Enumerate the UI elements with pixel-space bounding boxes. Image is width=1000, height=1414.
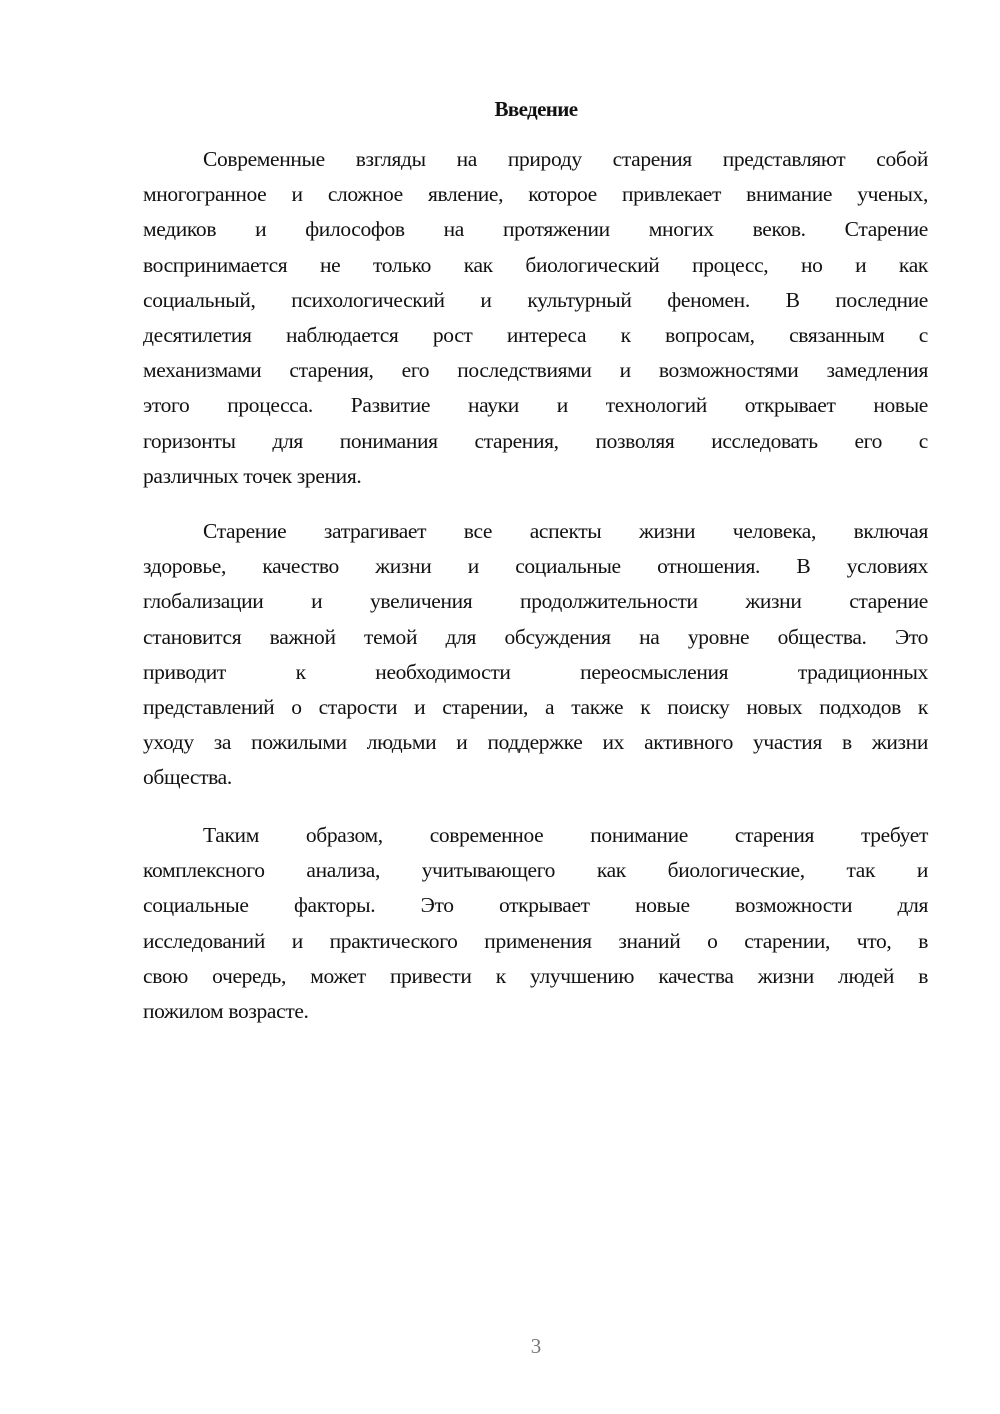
section-title: Введение — [494, 97, 578, 121]
text-line: представлений о старости и старении, а также к поиску новых подходов к — [143, 694, 928, 719]
text-line: становится важной темой для обсуждения на уровне общества. Это — [143, 624, 928, 649]
text-line: социальный, психологический и культурный феномен. В последние — [143, 287, 928, 312]
text-line: этого процесса. Развитие науки и технологий открывает новые — [143, 393, 928, 418]
text-line: десятилетия наблюдается рост интереса к вопросам, связанным с — [143, 322, 928, 347]
text-line: свою очередь, может привести к улучшению качества жизни людей в — [143, 963, 928, 988]
text-line: механизмами старения, его последствиями и возможностями замедления — [143, 358, 928, 383]
text-line: глобализации и увеличения продолжительности жизни старение — [143, 589, 928, 614]
page-number: 3 — [530, 1334, 542, 1358]
text-line: уходу за пожилыми людьми и поддержке их активного участия в жизни — [143, 730, 928, 755]
text-line: Старение затрагивает все аспекты жизни человека, включая — [203, 519, 928, 543]
text-line: медиков и философов на протяжении многих веков. Старение — [143, 217, 928, 242]
text-line: общества. — [143, 765, 232, 790]
paragraph-1 — [143, 142, 928, 494]
paragraph-2 — [143, 514, 928, 796]
text-line: Таким образом, современное понимание старения требует — [203, 823, 928, 847]
text-line: горизонты для понимания старения, позволяя исследовать его с — [143, 428, 928, 453]
text-line: пожилом возрасте. — [143, 998, 309, 1023]
text-line: исследований и практического применения знаний о старении, что, в — [143, 928, 928, 953]
text-line: различных точек зрения. — [143, 463, 362, 488]
text-line: здоровье, качество жизни и социальные отношения. В условиях — [143, 554, 928, 579]
text-line: Современные взгляды на природу старения представляют собой — [203, 147, 928, 171]
text-line: комплексного анализа, учитывающего как биологические, так и — [143, 858, 928, 883]
text-line: приводит к необходимости переосмысления традиционных — [143, 659, 928, 684]
paragraph-3 — [143, 818, 928, 1029]
text-line: социальные факторы. Это открывает новые возможности для — [143, 893, 928, 918]
text-line: многогранное и сложное явление, которое привлекает внимание ученых, — [143, 182, 928, 207]
text-line: воспринимается не только как биологический процесс, но и как — [143, 252, 928, 277]
